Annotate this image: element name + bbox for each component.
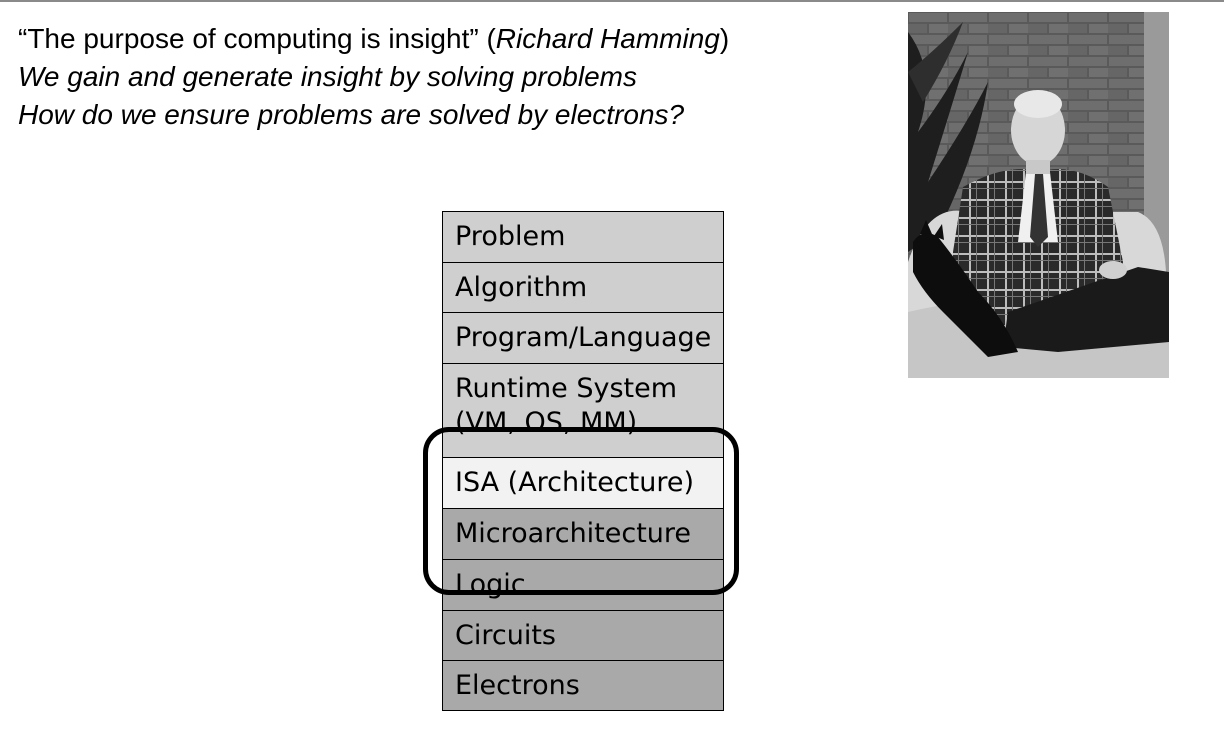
abstraction-layer-stack [442, 211, 724, 711]
top-divider [0, 0, 1224, 2]
layer-algorithm: Algorithm [442, 262, 724, 313]
quote-line-1: “The purpose of computing is insight” (Richard Hamming) [18, 23, 730, 54]
layer-microarchitecture: Microarchitecture [442, 508, 724, 560]
layer-circuits: Circuits [442, 610, 724, 661]
quote-block [18, 20, 729, 134]
layer-program-language: Program/Language [442, 312, 724, 364]
quote-line-2: We gain and generate insight by solving problems [18, 61, 637, 92]
quote-line-3: How do we ensure problems are solved by electrons? [18, 99, 685, 130]
layer-problem: Problem [442, 211, 724, 263]
layer-isa: ISA (Architecture) [442, 457, 724, 509]
layer-runtime-system-label: Runtime System [455, 373, 678, 404]
layer-logic: Logic [442, 559, 724, 611]
portrait-illustration [908, 12, 1169, 378]
layer-runtime-system-sublabel: (VM, OS, MM) [455, 407, 638, 438]
layer-runtime-system [442, 363, 724, 458]
quote-author: Richard Hamming [495, 23, 720, 54]
hamming-photo [908, 12, 1169, 378]
layer-electrons: Electrons [442, 660, 724, 711]
